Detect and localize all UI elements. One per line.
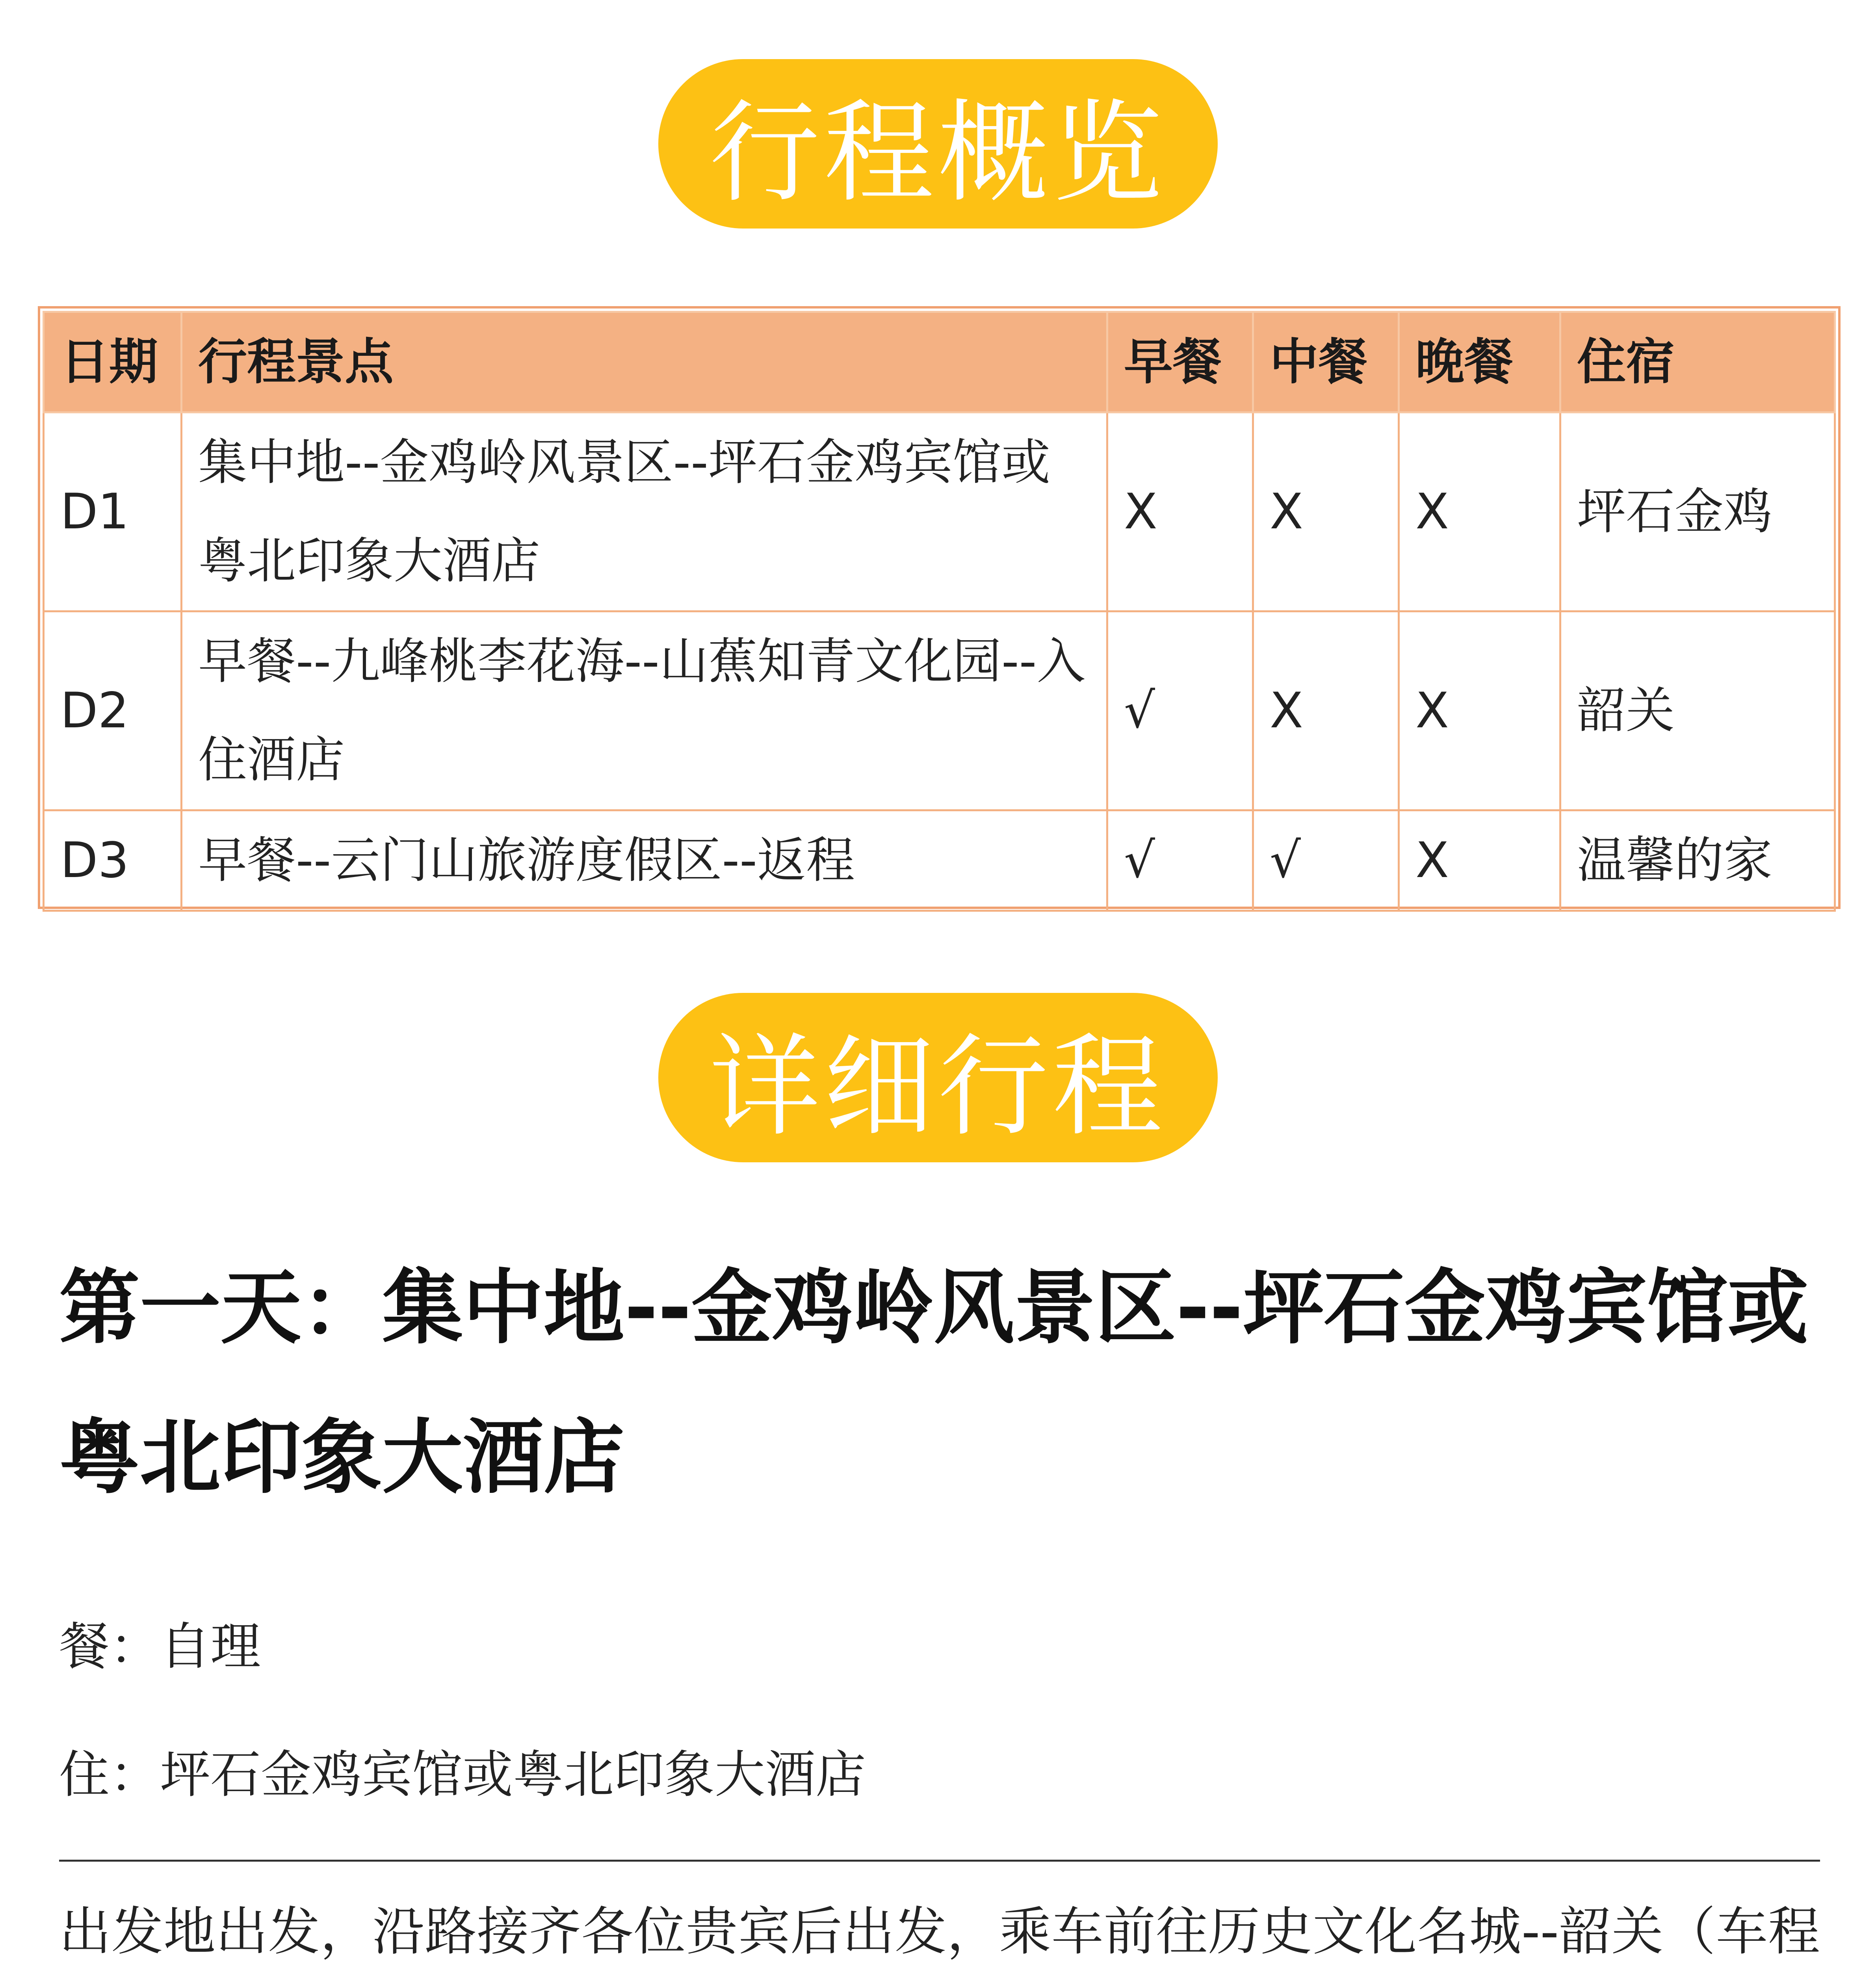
table-row bbox=[44, 810, 1835, 911]
header-route: 行程景点 bbox=[182, 312, 1107, 413]
cell-dinner: X bbox=[1399, 611, 1560, 810]
header-lunch: 中餐 bbox=[1253, 312, 1399, 413]
itinerary-overview-table bbox=[38, 306, 1841, 909]
section-divider bbox=[59, 1860, 1820, 1862]
cell-route: 早餐--云门山旅游度假区--返程 bbox=[182, 810, 1107, 911]
header-dinner: 晚餐 bbox=[1399, 312, 1560, 413]
cell-lunch: X bbox=[1253, 413, 1399, 611]
cell-lodging: 温馨的家 bbox=[1560, 810, 1835, 911]
detail-section-pill bbox=[658, 993, 1218, 1162]
cell-date: D1 bbox=[44, 413, 182, 611]
cell-breakfast: √ bbox=[1107, 611, 1253, 810]
day1-paragraph: 出发地出发，沿路接齐各位贵宾后出发，乘车前往历史文化名城--韶关（车程 bbox=[59, 1901, 1820, 1962]
cell-lodging: 韶关 bbox=[1560, 611, 1835, 810]
cell-route: 早餐--九峰桃李花海--山蕉知青文化园--入住酒店 bbox=[182, 611, 1107, 810]
table-row bbox=[44, 611, 1835, 810]
overview-section-title: 行程概览 bbox=[710, 89, 1166, 217]
cell-lodging: 坪石金鸡 bbox=[1560, 413, 1835, 611]
cell-lunch: X bbox=[1253, 611, 1399, 810]
table-header-row bbox=[44, 312, 1835, 413]
detail-section-title: 详细行程 bbox=[710, 1023, 1166, 1151]
cell-date: D2 bbox=[44, 611, 182, 810]
table-row bbox=[44, 413, 1835, 611]
day1-meal-info: 餐：自理 bbox=[59, 1617, 261, 1676]
cell-breakfast: X bbox=[1107, 413, 1253, 611]
cell-lunch: √ bbox=[1253, 810, 1399, 911]
day1-stay-info: 住：坪石金鸡宾馆或粤北印象大酒店 bbox=[59, 1745, 866, 1804]
overview-section-pill bbox=[658, 59, 1218, 229]
day1-title: 第一天：集中地--金鸡岭风景区--坪石金鸡宾馆或粤北印象大酒店 bbox=[59, 1261, 1809, 1505]
header-date: 日期 bbox=[44, 312, 182, 413]
cell-date: D3 bbox=[44, 810, 182, 911]
header-breakfast: 早餐 bbox=[1107, 312, 1253, 413]
cell-dinner: X bbox=[1399, 413, 1560, 611]
cell-route: 集中地--金鸡岭风景区--坪石金鸡宾馆或粤北印象大酒店 bbox=[182, 413, 1107, 611]
cell-dinner: X bbox=[1399, 810, 1560, 911]
header-lodging: 住宿 bbox=[1560, 312, 1835, 413]
cell-breakfast: √ bbox=[1107, 810, 1253, 911]
day1-description bbox=[59, 1881, 1820, 1970]
